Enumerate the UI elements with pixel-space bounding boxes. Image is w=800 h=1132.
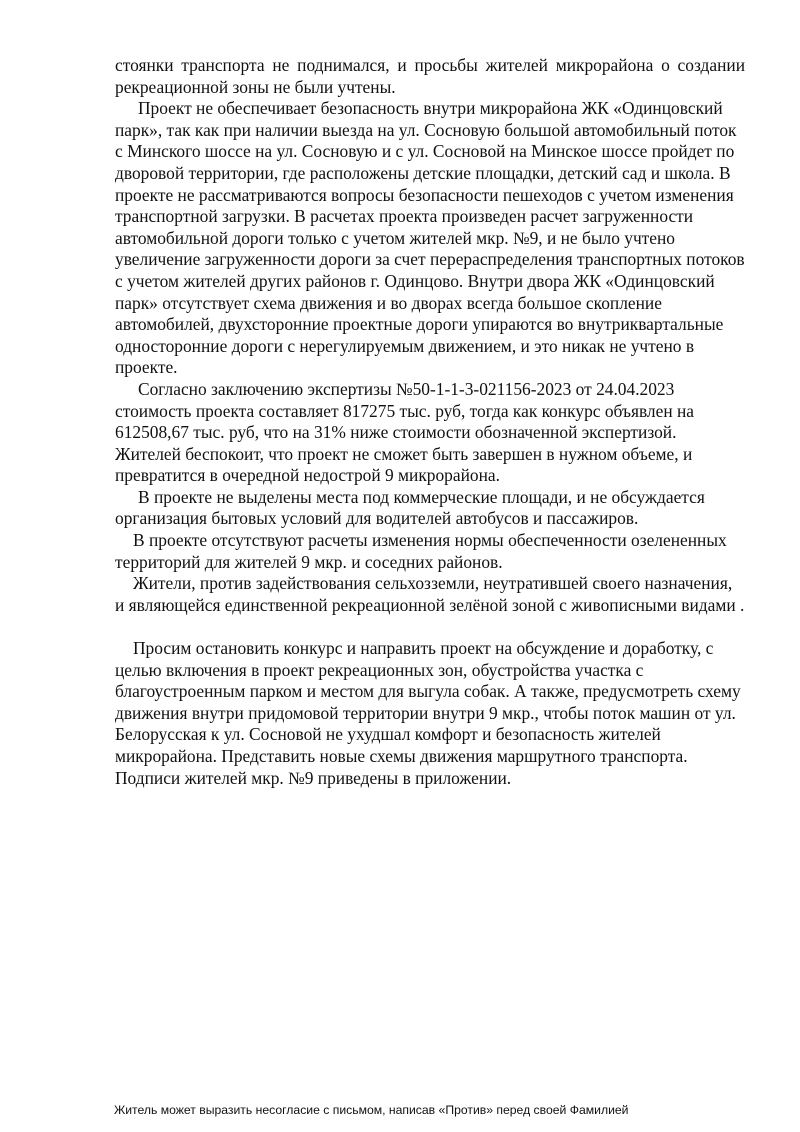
paragraph-parking-continuation: стоянки транспорта не поднимался, и просьбы жителей микрорайона о создании рекреационной зоны не были учтены. xyxy=(115,55,745,97)
paragraph-agricultural-land: Жители, против задействования сельхозземли, неутратившей своего назначения, и являющейся единственной рекреационной зелёной зоной с живописными видами . xyxy=(115,573,745,615)
paragraph-safety: Проект не обеспечивает безопасность внутри микрорайона ЖК «Одинцовский парк», так как при наличии выезда на ул. Сосновую большой автомобильный поток с Минского шоссе на ул. Сосновую и с ул. Сосновой на Минское шоссе пройдет по дворовой территории, где расположены детские площадки, детский сад и школа. В проекте не рассматриваются вопросы безопасности пешеходов с учетом изменения транспортной загрузки. В расчетах проекта произведен расчет загруженности автомобильной дороги только с учетом жителей мкр. №9, и не было учтено увеличение загруженности дороги за счет перераспределения транспортных потоков с учетом жителей других районов г. Одинцово. Внутри двора ЖК «Одинцовский парк» отсутствует схема движения и во дворах всегда большое скопление автомобилей, двухсторонние проектные дороги упираются во внутриквартальные односторонние дороги с нерегулируемым движением, и это никак не учтено в проекте. xyxy=(115,98,745,378)
paragraph-commercial-areas: В проекте не выделены места под коммерческие площади, и не обсуждается организация бытовых условий для водителей автобусов и пассажиров. xyxy=(115,486,705,529)
document-body xyxy=(115,55,745,789)
paragraph-signatures: Подписи жителей мкр. №9 приведены в приложении. xyxy=(115,767,512,788)
footer-note: Житель может выразить несогласие с письмом, написав «Против» перед своей Фамилией xyxy=(114,1103,629,1117)
paragraph-expertise-cost: Согласно заключению экспертизы №50-1-1-3-021156-2023 от 24.04.2023 стоимость проекта составляет 817275 тыс. руб, тогда как конкурс объявлен на 612508,67 тыс. руб, что на 31% ниже стоимости обозначенной экспертизой. Жителей беспокоит, что проект не сможет быть завершен в нужном объеме, и превратится в очередной недострой 9 микрорайона. xyxy=(115,378,695,486)
paragraph-request: Просим остановить конкурс и направить проект на обсуждение и доработку, с целью включения в проект рекреационных зон, обустройства участка с благоустроенным парком и местом для выгула собак. А также, предусмотреть схему движения внутри придомовой территории внутри 9 мкр., чтобы поток машин от ул. Белорусская к ул. Сосновой не ухудшал комфорт и безопасность жителей микрорайона. Представить новые схемы движения маршрутного транспорта. xyxy=(115,638,741,766)
paragraph-spacer xyxy=(115,616,745,638)
paragraph-green-territories: В проекте отсутствуют расчеты изменения нормы обеспеченности озелененных территорий для жителей 9 мкр. и соседних районов. xyxy=(115,530,727,572)
